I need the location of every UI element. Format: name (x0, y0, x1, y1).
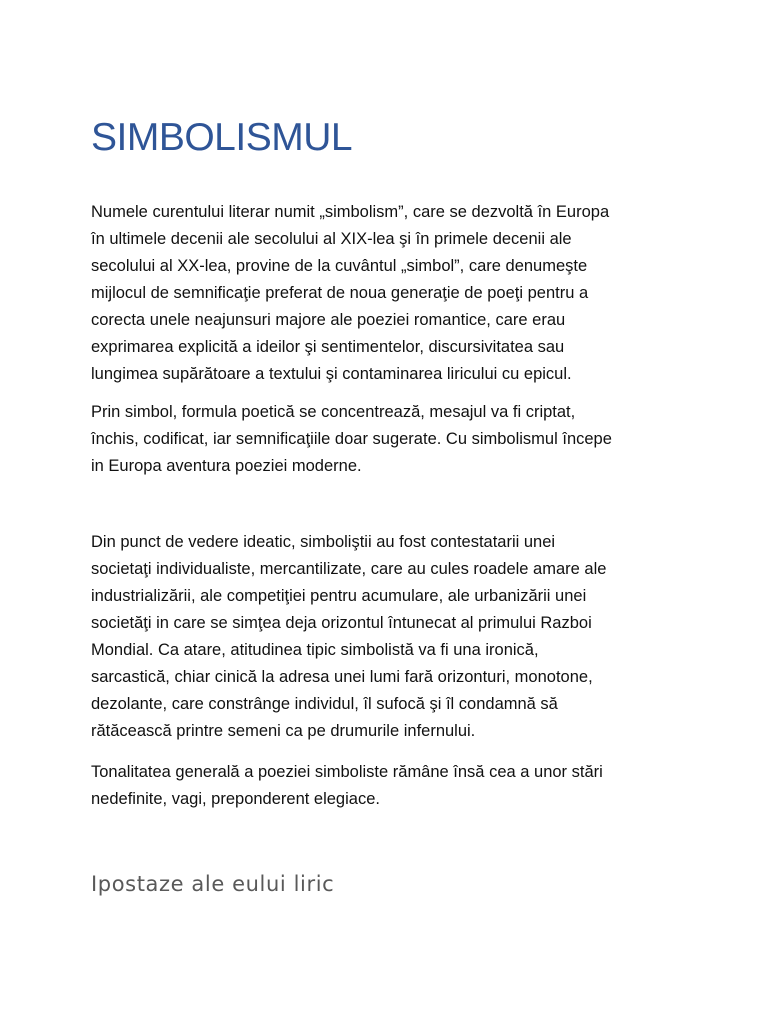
text-line: lungimea supărătoare a textului şi contaminarea liricului cu epicul. (91, 365, 572, 383)
text-line: în ultimele decenii ale secolului al XIX-lea şi în primele decenii ale (91, 230, 572, 248)
text-line: sarcastică, chiar cinică la adresa unei lumi fară orizonturi, monotone, (91, 668, 593, 686)
text-line: rătăcească printre semeni ca pe drumurile infernului. (91, 722, 476, 740)
page-title: SIMBOLISMUL (91, 116, 353, 159)
text-line: industrializării, ale competiţiei pentru acumulare, ale urbanizării unei (91, 587, 587, 605)
text-line: Mondial. Ca atare, atitudinea tipic simbolistă va fi una ironică, (91, 641, 539, 659)
paragraph-intro (91, 199, 609, 388)
section-heading: Ipostaze ale eului liric (91, 872, 335, 896)
text-line: mijlocul de semnificaţie preferat de noua generaţie de poeţi pentru a (91, 284, 589, 302)
text-line: secolului al XX-lea, provine de la cuvântul „simbol”, care denumeşte (91, 257, 588, 275)
text-line: Numele curentului literar numit „simbolism”, care se dezvoltă în Europa (91, 203, 610, 221)
text-line: dezolante, care constrânge individul, îl sufocă şi îl condamnă să (91, 695, 558, 713)
text-line: in Europa aventura poeziei moderne. (91, 457, 362, 475)
text-line: Prin simbol, formula poetică se concentrează, mesajul va fi criptat, (91, 403, 576, 421)
text-line: închis, codificat, iar semnificaţiile doar sugerate. Cu simbolismul începe (91, 430, 612, 448)
paragraph-tonality (91, 759, 603, 813)
text-line: Tonalitatea generală a poeziei simboliste rămâne însă cea a unor stări (91, 763, 603, 781)
text-line: exprimarea explicită a ideilor şi sentimentelor, discursivitatea sau (91, 338, 565, 356)
text-line: societaţi individualiste, mercantilizate, care au cules roadele amare ale (91, 560, 607, 578)
paragraph-ideatic (91, 529, 606, 745)
text-line: societăţi in care se simţea deja orizontul întunecat al primului Razboi (91, 614, 592, 632)
text-line: nedefinite, vagi, preponderent elegiace. (91, 790, 380, 808)
text-line: Din punct de vedere ideatic, simboliştii au fost contestatarii unei (91, 533, 556, 551)
paragraph-symbol (91, 399, 612, 480)
text-line: corecta unele neajunsuri majore ale poeziei romantice, care erau (91, 311, 566, 329)
